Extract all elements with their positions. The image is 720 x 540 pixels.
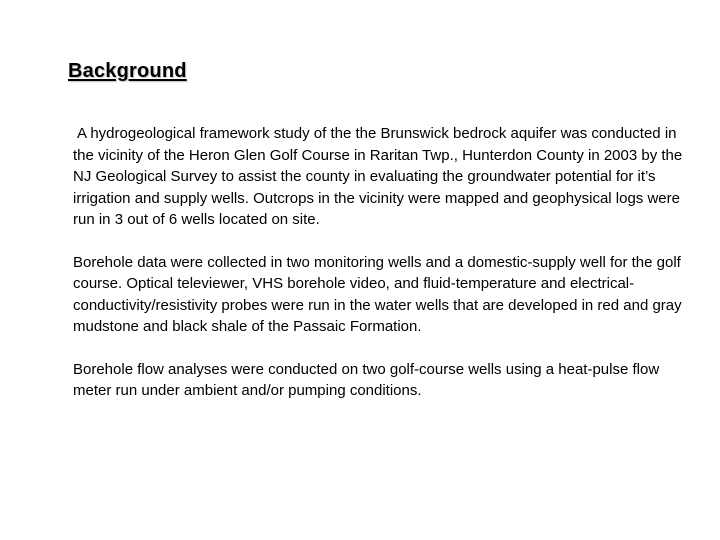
slide-title: Background: [68, 60, 187, 82]
paragraph-flow-analyses: Borehole flow analyses were conducted on two golf-course wells using a heat-pulse flow meter run under ambient and/or pumping conditions.: [73, 360, 660, 399]
slide-body: [73, 123, 685, 423]
paragraph-study-overview: A hydrogeological framework study of the the Brunswick bedrock aquifer was conducted in the vicinity of the Heron Glen Golf Course in Raritan Twp., Hunterdon County in 2003 by the NJ Geological Survey to assist the county in evaluating the groundwater potential for it’s irrigation and supply wells. Outcrops in the vicinity were mapped and geophysical logs were run in 3 out of 6 wells located on site.: [73, 125, 683, 228]
paragraph-borehole-data: Borehole data were collected in two monitoring wells and a domestic-supply well for the golf course. Optical televiewer, VHS borehole video, and fluid-temperature and electrical-conductivity/resistivity probes were run in the water wells that are developed in red and gray mudstone and black shale of the Passaic Formation.: [73, 253, 682, 335]
